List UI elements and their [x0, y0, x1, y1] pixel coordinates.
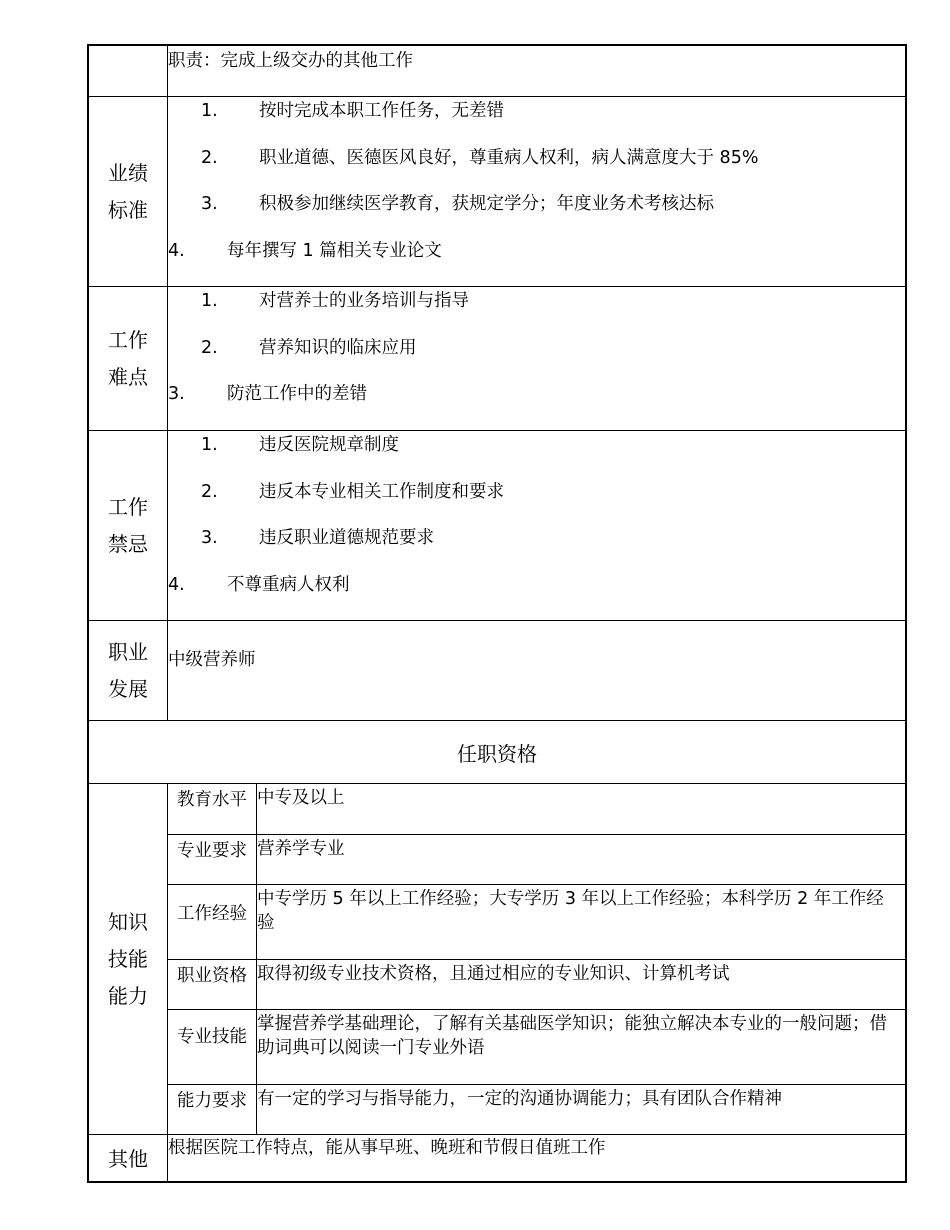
difficulties-label-cell [89, 287, 168, 430]
sub-value: 掌握营养学基础理论，了解有关基础医学知识；能独立解决本专业的一般问题；借助词典可以阅读一门专业外语 [257, 1014, 887, 1058]
taboos-label: 工作禁忌 [108, 494, 148, 556]
knowledge-row [89, 783, 905, 1134]
taboos-label-cell [89, 431, 168, 620]
other-label-cell [89, 1135, 168, 1183]
sub-label: 专业要求 [177, 841, 247, 861]
table-row [168, 1009, 905, 1084]
career-content [168, 621, 905, 720]
difficulties-content: 1. 对营养士的业务培训与指导 2. 营养知识的临床应用 3. 防范工作中的差错 [168, 291, 469, 404]
performance-label-cell [89, 97, 168, 286]
table-row [168, 884, 905, 959]
other-label: 其他 [108, 1146, 148, 1171]
duty-text: 职责：完成上级交办的其他工作 [168, 51, 413, 71]
table-row [168, 1084, 905, 1135]
career-text: 中级营养师 [168, 650, 256, 670]
difficulties-row [89, 286, 905, 430]
table-row [168, 834, 905, 884]
sub-value: 营养学专业 [257, 839, 345, 859]
performance-label: 业绩标准 [108, 160, 148, 222]
career-label-cell [89, 621, 168, 720]
sub-label: 职业资格 [177, 966, 247, 986]
taboos-row [89, 430, 905, 620]
table-row [168, 959, 905, 1009]
taboos-content: 1. 违反医院规章制度 2. 违反本专业相关工作制度和要求 3. 违反职业道德规范要求 4. 不尊重病人权利 [168, 435, 504, 595]
sub-value: 中专学历 5 年以上工作经验；大专学历 3 年以上工作经验；本科学历 2 年工作经验 [257, 889, 884, 933]
knowledge-subtable [168, 784, 905, 1134]
other-text: 根据医院工作特点，能从事早班、晚班和节假日值班工作 [168, 1138, 606, 1158]
sub-label: 专业技能 [177, 1027, 247, 1047]
performance-row [89, 96, 905, 286]
other-content [168, 1135, 905, 1183]
difficulties-label: 工作难点 [108, 327, 148, 389]
performance-content: 1. 按时完成本职工作任务，无差错 2. 职业道德、医德医风良好，尊重病人权利，病人满意度大于 85% 3. 积极参加继续医学教育，获规定学分；年度业务术考核达标 4. 每年撰写 1 篇相关专业论文 [168, 101, 759, 261]
knowledge-label: 知识技能能力 [108, 909, 148, 1008]
career-row [89, 620, 905, 720]
duty-label-cell [89, 46, 168, 96]
qualification-title: 任职资格 [457, 741, 537, 766]
knowledge-label-cell [89, 784, 168, 1134]
job-description-table [87, 44, 907, 1183]
sub-value: 有一定的学习与指导能力，一定的沟通协调能力；具有团队合作精神 [257, 1089, 782, 1109]
table-row [168, 784, 905, 834]
sub-label: 教育水平 [177, 790, 247, 810]
sub-value: 中专及以上 [257, 788, 345, 808]
sub-value: 取得初级专业技术资格，且通过相应的专业知识、计算机考试 [257, 964, 730, 984]
other-row [89, 1134, 905, 1183]
duty-content [168, 46, 905, 96]
duty-row [89, 46, 905, 96]
sub-label: 工作经验 [177, 904, 247, 924]
sub-label: 能力要求 [177, 1091, 247, 1111]
career-label: 职业发展 [108, 639, 148, 701]
qualification-title-row [89, 720, 905, 783]
